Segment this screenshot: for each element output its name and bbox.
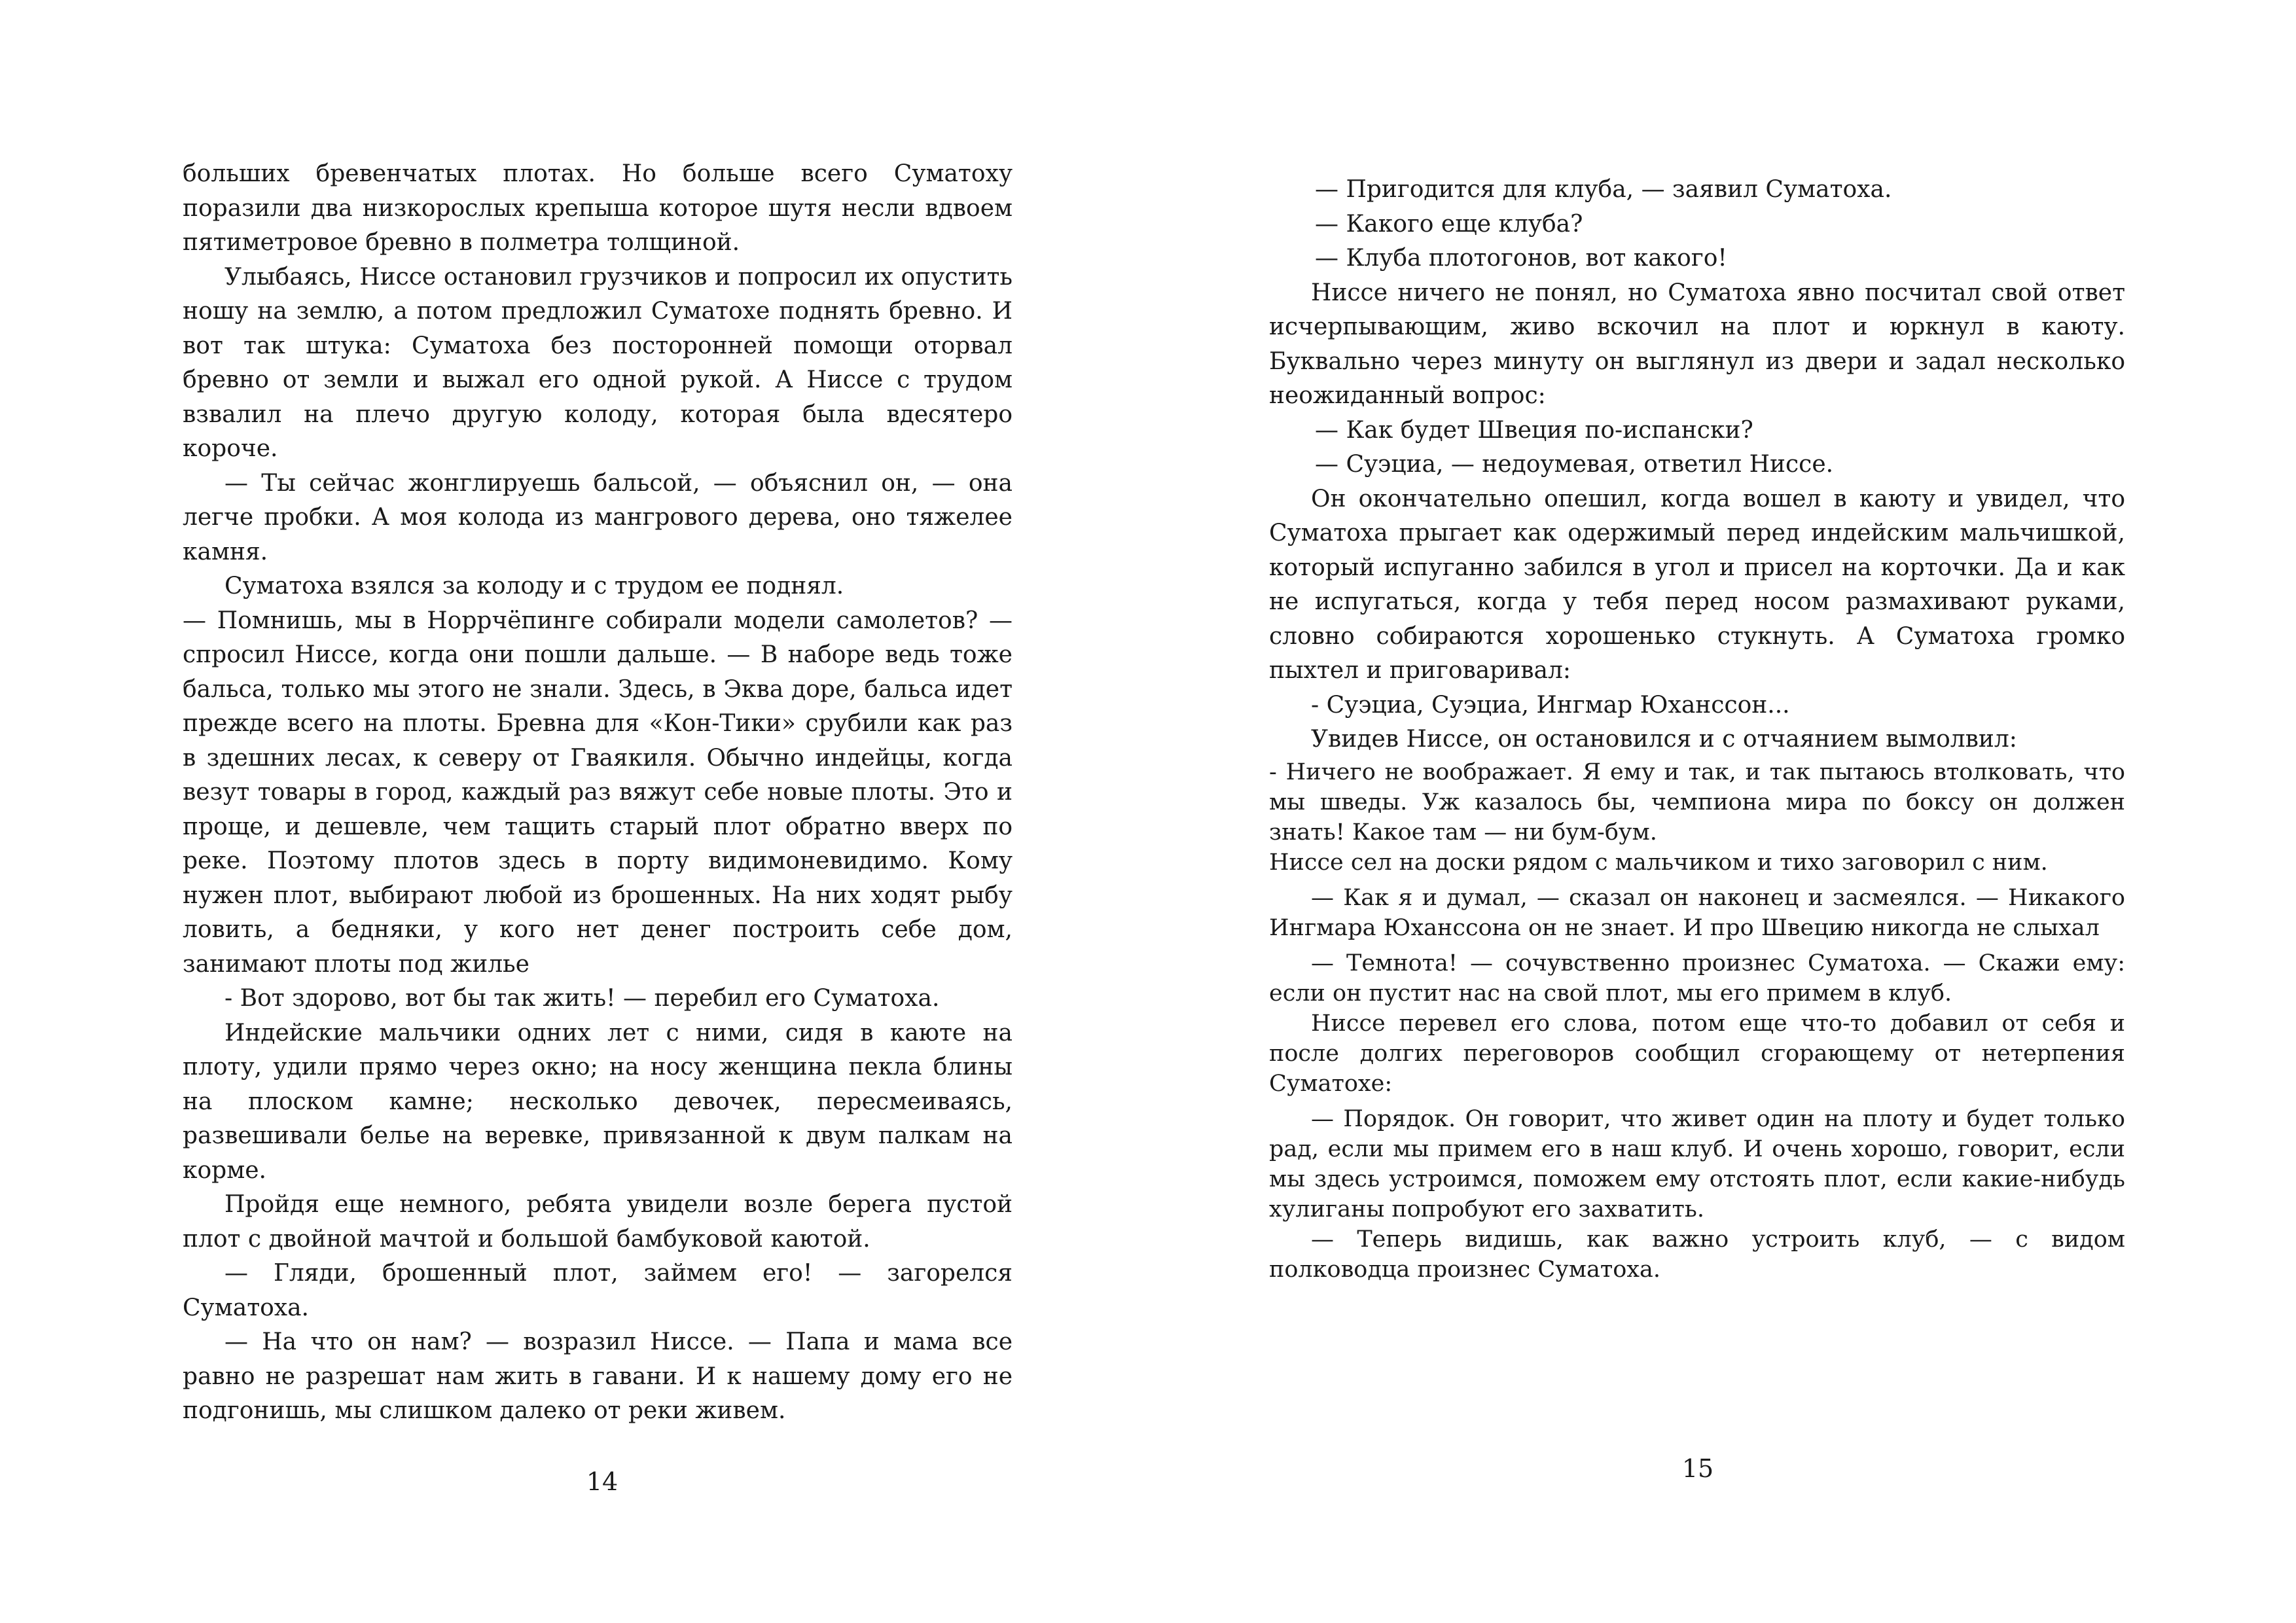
paragraph: - Вот здорово, вот бы так жить! — перебил его Суматоха.: [224, 985, 940, 1012]
left-page-text: [183, 157, 1013, 1429]
paragraph: Ниссе ничего не понял, но Суматоха явно посчитал свой ответ исчерпывающим, живо вскочил на плот и юркнул в каюту. Буквально через минуту он выглянул из двери и задал несколько неожиданный вопрос:: [1269, 279, 2125, 409]
paragraph: — Ты сейчас жонглируешь бальсой, — объяснил он, — она легче пробки. А моя колода из мангрового дерева, оно тяжелее камня.: [183, 469, 1013, 565]
paragraph: Улыбаясь, Ниссе остановил грузчиков и попросил их опустить ношу на землю, а потом предложил Суматохе поднять бревно. И вот так штука: Суматоха без посторонней помощи оторвал бревно от земли и выжал его одной рукой. А Ниссе с трудом взвалил на плечо другую колоду, которая была вдесятеро короче.: [183, 263, 1013, 462]
paragraph: Ниссе перевел его слова, потом еще что-то добавил от себя и после долгих переговоров сообщил сгорающему от нетерпения Суматохе:: [1269, 1010, 2125, 1097]
paragraph: Ниссе сел на доски рядом с мальчиком и тихо заговорил с ним.: [1269, 849, 2048, 876]
paragraph: - Суэциа, Суэциа, Ингмар Юханссон...: [1311, 691, 1790, 719]
paragraph: — Гляди, брошенный плот, займем его! — загорелся Суматоха.: [183, 1260, 1013, 1321]
paragraph: — Порядок. Он говорит, что живет один на плоту и будет только рад, если мы примем его в наш клуб. И очень хорошо, говорит, если мы здесь устроимся, поможем ему отстоять плот, если какие-нибудь хулиганы попробуют его захватить.: [1269, 1105, 2125, 1222]
paragraph: — Пригодится для клуба, — заявил Суматоха.: [1315, 176, 1892, 203]
paragraph: Суматоха взялся за колоду и с трудом ее поднял.: [224, 573, 844, 599]
paragraph: — Как будет Швеция по-испански?: [1315, 416, 1753, 444]
paragraph: Индейские мальчики одних лет с ними, сидя в каюте на плоту, удили прямо через окно; на носу женщина пекла блины на плоском камне; несколько девочек, пересмеиваясь, развешивали белье на веревке, привязанной к двум палкам на корме.: [183, 1019, 1013, 1184]
paragraph: Он окончательно опешил, когда вошел в каюту и увидел, что Суматоха прыгает как одержимый перед индейским мальчишкой, который испуганно забился в угол и присел на корточки. Да и как не испугаться, когда у тебя перед носом размахивают руками, словно собираются хорошенько стукнуть. А Суматоха громко пыхтел и приговаривал:: [1269, 485, 2125, 684]
paragraph: больших бревенчатых плотах. Но больше всего Суматоху поразили два низкорослых крепыша которое шутя несли вдвоем пятиметровое бревно в полметра толщиной.: [183, 160, 1013, 256]
paragraph: Увидев Ниссе, он остановился и с отчаянием вымолвил:: [1311, 726, 2017, 753]
right-page-text: [1269, 173, 2125, 1285]
paragraph: — Клуба плотогонов, вот какого!: [1315, 245, 1727, 272]
paragraph: — На что он нам? — возразил Ниссе. — Папа и мама все равно не разрешат нам жить в гавани. И к нашему дому его не подгонишь, мы слишком далеко от реки живем.: [183, 1329, 1013, 1424]
right-page: [1148, 0, 2296, 1623]
paragraph: — Суэциа, — недоумевая, ответил Ниссе.: [1315, 451, 1834, 478]
page-number: 15: [1681, 1454, 1714, 1483]
paragraph: — Какого еще клуба?: [1315, 210, 1583, 238]
paragraph: — Как я и думал, — сказал он наконец и засмеялся. — Никакого Ингмара Юханссона он не знает. И про Швецию никогда не слыхал: [1269, 884, 2125, 941]
paragraph: — Помнишь, мы в Норрчёпинге собирали модели самолетов? — спросил Ниссе, когда они пошли дальше. — В наборе ведь тоже бальса, только мы этого не знали. Здесь, в Эква доре, бальса идет прежде всего на плоты. Бревна для «Кон-Тики» срубили как раз в здешних лесах, к северу от Гваякиля. Обычно индейцы, когда везут товары в город, каждый раз вяжут себе новые плоты. Это и проще, и дешевле, чем тащить старый плот обратно вверх по реке. Поэтому плотов здесь в порту видимоневидимо. Кому нужен плот, выбирают любой из брошенных. На них ходят рыбу ловить, а бедняки, у кого нет денег построить себе дом, занимают плоты под жилье: [183, 607, 1013, 978]
paragraph: — Теперь видишь, как важно устроить клуб, — с видом полководца произнес Суматоха.: [1269, 1226, 2125, 1283]
paragraph: — Темнота! — сочувственно произнес Суматоха. — Скажи ему: если он пустит нас на свой плот, мы его примем в клуб.: [1269, 950, 2125, 1007]
page-number: 14: [586, 1467, 619, 1496]
paragraph: - Ничего не воображает. Я ему и так, и так пытаюсь втолковать, что мы шведы. Уж казалось бы, чемпиона мира по боксу он должен знать! Какое там — ни бум-бум.: [1269, 758, 2125, 846]
paragraph: Пройдя еще немного, ребята увидели возле берега пустой плот с двойной мачтой и большой бамбуковой каютой.: [183, 1191, 1013, 1253]
